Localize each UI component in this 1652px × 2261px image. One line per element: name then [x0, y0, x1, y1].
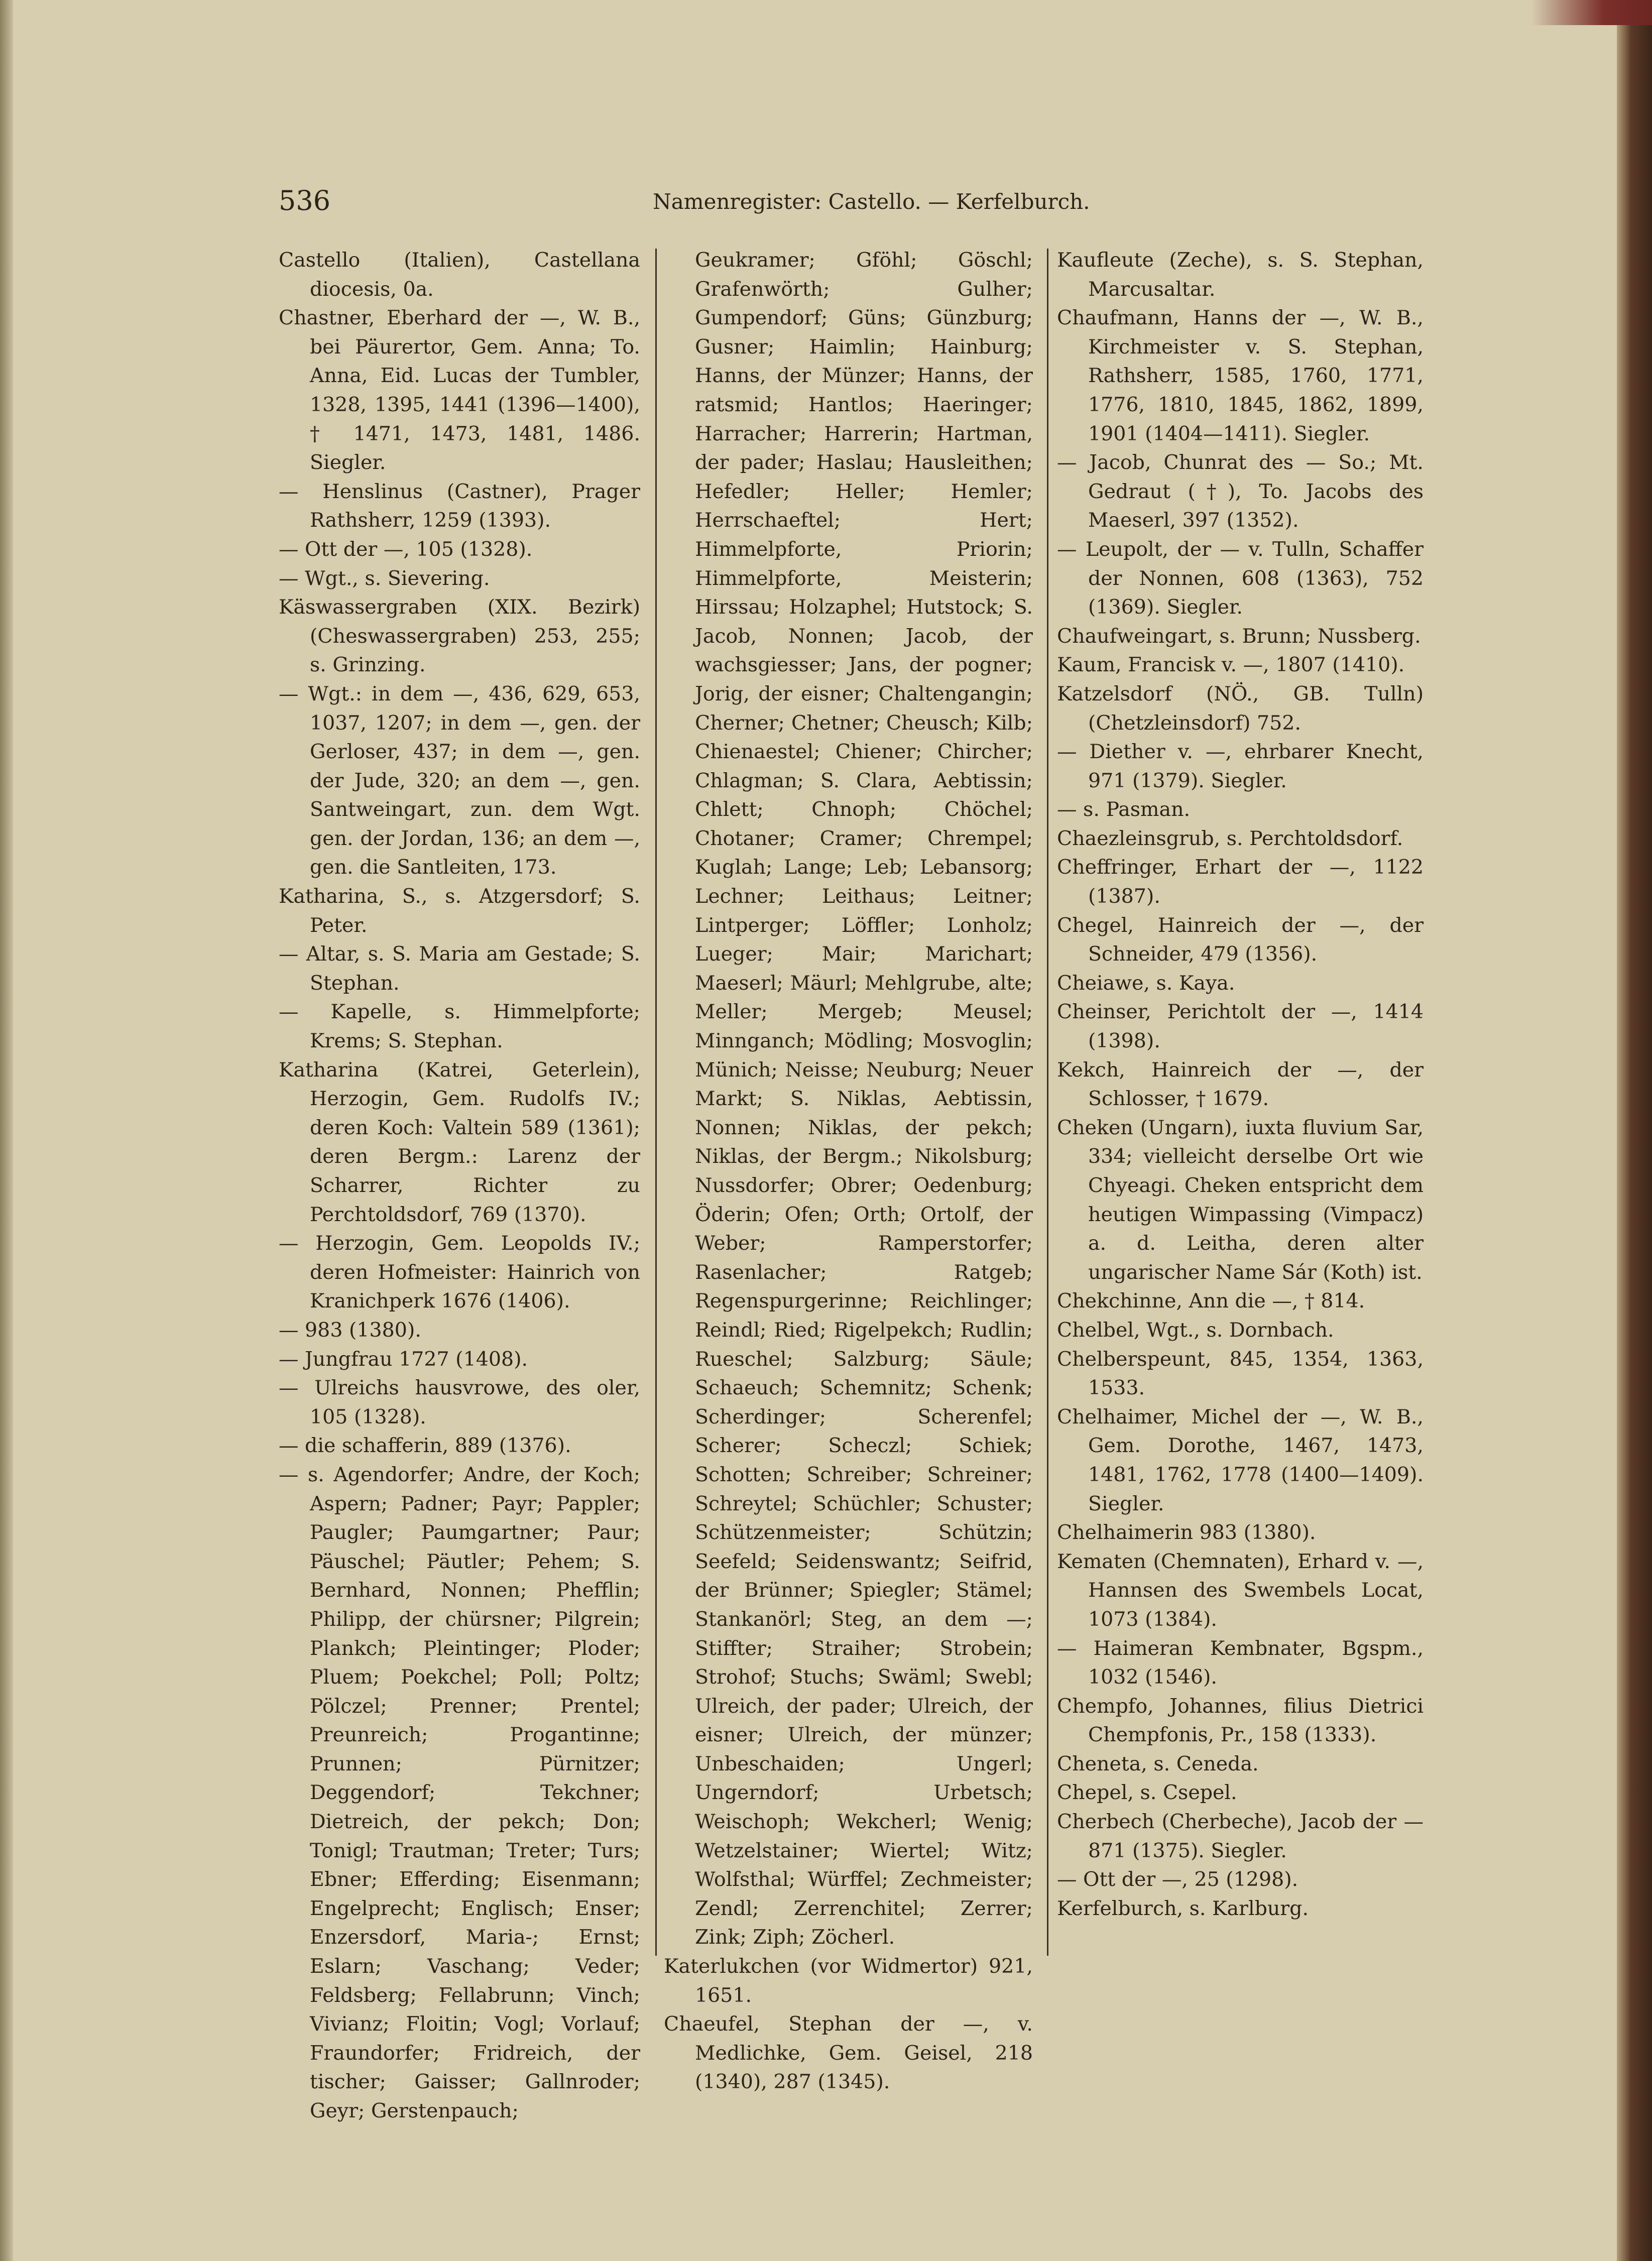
- index-entry: Chastner, Eberhard der —, W. B., bei Päurertor, Gem. Anna; To. Anna, Eid. Lucas der Tumbler, 1328, 1395, 1441 (1396—1400), † 1471, 1473, 1481, 1486. Siegler.: [279, 306, 640, 474]
- index-entry: — Kapelle, s. Himmelpforte; Krems; S. Stephan.: [279, 1000, 640, 1053]
- index-entry: Chegel, Hainreich der —, der Schneider, 479 (1356).: [1057, 913, 1424, 966]
- index-entry: — Herzogin, Gem. Leopolds IV.; deren Hofmeister: Hainrich von Kranichperk 1676 (1406).: [279, 1232, 640, 1313]
- index-entry: — Leupolt, der — v. Tulln, Schaffer der Nonnen, 608 (1363), 752 (1369). Siegler.: [1057, 537, 1424, 619]
- index-entry-continuation: Geukramer; Gföhl; Göschl; Grafenwörth; Gulher; Gumpendorf; Güns; Günzburg; Gusner; Haimlin; Hainburg; Hanns, der Münzer; Hanns, der ratsmid; Hantlos; Haeringer; Harracher; Harrerin; Hartman, der pader; Haslau; Hausleithen; Hefedler; Heller; Hemler; Herrschaeftel; Hert; Himmelpforte, Priorin; Himmelpforte, Meisterin; Hirssau; Holzaphel; Hutstock; S. Jacob, Nonnen; Jacob, der wachsgiesser; Jans, der pogner; Jorig, der eisner; Chaltengangin; Cherner; Chetner; Cheusch; Kilb; Chienaestel; Chiener; Chircher; Chlagman; S. Clara, Aebtissin; Chlett; Chnoph; Chöchel; Chotaner; Cramer; Chrempel; Kuglah; Lange; Leb; Lebansorg; Lechner; Leithaus; Leitner; Lintperger; Löffler; Lonholz; Lueger; Mair; Marichart; Maeserl; Mäurl; Mehlgrube, alte; Meller; Mergeb; Meusel; Minnganch; Mödling; Mosvoglin; Münich; Neisse; Neuburg; Neuer Markt; S. Niklas, Aebtissin, Nonnen; Niklas, der pekch; Niklas, der Bergm.; Nikolsburg; Nussdorfer; Obrer; Oedenburg; Öderin; Ofen; Orth; Ortolf, der Weber; Ramperstorfer; Rasenlacher; Ratgeb; Regenspurgerinne; Reichlinger; Reindl; Ried; Rigelpekch; Rudlin; Rueschel; Salzburg; Säule; Schaeuch; Schemnitz; Schenk; Scherdinger; Scherenfel; Scherer; Scheczl; Schiek; Schotten; Schreiber; Schreiner; Schreytel; Schüchler; Schuster; Schützenmeister; Schützin; Seefeld; Seidenswantz; Seifrid, der Brünner; Spiegler; Stämel; Stankanörl; Steg, an dem —; Stiffter; Straiher; Strobein; Strohof; Stuchs; Swäml; Swebl; Ulreich, der pader; Ulreich, der eisner; Ulreich, der münzer; Unbeschaiden; Ungerl; Ungerndorf; Urbetsch; Weischoph; Wekcherl; Wenig; Wetzelstainer; Wiertel; Witz; Wolfsthal; Würffel; Zechmeister; Zendl; Zerrenchitel; Zerrer; Zink; Ziph; Zöcherl.: [695, 249, 1033, 1949]
- index-entry: Chelhaimerin 983 (1380).: [1057, 1521, 1316, 1544]
- index-column-1: [279, 246, 640, 2126]
- index-entry: Chekchinne, Ann die —, † 814.: [1057, 1289, 1365, 1313]
- index-entry: Cheken (Ungarn), iuxta fluvium Sar, 334; vielleicht derselbe Ort wie Chyeagi. Cheken entspricht dem heutigen Wimpassing (Vimpacz) a. d. Leitha, deren alter ungarischer Name Sár (Koth) ist.: [1057, 1116, 1424, 1284]
- index-entry: — Wgt.: in dem —, 436, 629, 653, 1037, 1207; in dem —, gen. der Gerloser, 437; in dem —, gen. der Jude, 320; an dem —, gen. Santweingart, zun. dem Wgt. gen. der Jordan, 136; an dem —, gen. die Santleiten, 173.: [279, 682, 640, 879]
- index-entry: — die schafferin, 889 (1376).: [279, 1434, 571, 1458]
- index-entry: Chepel, s. Csepel.: [1057, 1781, 1237, 1805]
- index-entry: — 983 (1380).: [279, 1318, 421, 1342]
- column-rule-right: [1047, 249, 1048, 1956]
- index-entry: Cheinser, Perichtolt der —, 1414 (1398).: [1057, 1000, 1424, 1053]
- running-head: Namenregister: Castello. — Kerfelburch.: [653, 189, 1090, 214]
- index-entry: Katzelsdorf (NÖ., GB. Tulln) (Chetzleinsdorf) 752.: [1057, 682, 1424, 735]
- index-entry: Chaufmann, Hanns der —, W. B., Kirchmeister v. S. Stephan, Rathsherr, 1585, 1760, 1771, 1776, 1810, 1845, 1862, 1899, 1901 (1404—1411). Siegler.: [1057, 306, 1424, 445]
- index-entry: Chaezleinsgrub, s. Perchtoldsdorf.: [1057, 826, 1403, 850]
- index-entry: Chempfo, Johannes, filius Dietrici Chempfonis, Pr., 158 (1333).: [1057, 1694, 1424, 1747]
- page-header: [0, 186, 1652, 216]
- book-spine-edge: [1617, 0, 1652, 2261]
- index-entry: — Henslinus (Castner), Prager Rathsherr, 1259 (1393).: [279, 480, 640, 532]
- index-entry: Cheffringer, Erhart der —, 1122 (1387).: [1057, 856, 1424, 908]
- index-entry: — Jacob, Chunrat des — So.; Mt. Gedraut (†), To. Jacobs des Maeserl, 397 (1352).: [1057, 451, 1424, 532]
- index-entry: Chelhaimer, Michel der —, W. B., Gem. Dorothe, 1467, 1473, 1481, 1762, 1778 (1400—1409). Siegler.: [1057, 1405, 1424, 1515]
- index-entry: — s. Agendorfer; Andre, der Koch; Aspern; Padner; Payr; Pappler; Paugler; Paumgartner; Paur; Päuschel; Päutler; Pehem; S. Bernhard, Nonnen; Phefflin; Philipp, der chürsner; Pilgrein; Plankch; Pleintinger; Ploder; Pluem; Poekchel; Poll; Poltz; Pölczel; Prenner; Prentel; Preunreich; Progantinne; Prunnen; Pürnitzer; Deggendorf; Tekchner; Dietreich, der pekch; Don; Tonigl; Trautman; Treter; Turs; Ebner; Efferding; Eisenmann; Engelprecht; Englisch; Enser; Enzersdorf, Maria-; Ernst; Eslarn; Vaschang; Veder; Feldsberg; Fellabrunn; Vinch; Vivianz; Floitin; Vogl; Vorlauf; Fraundorfer; Fridreich, der tischer; Gaisser; Gallnroder; Geyr; Gerstenpauch;: [279, 1463, 640, 2122]
- index-entry: — Diether v. —, ehrbarer Knecht, 971 (1379). Siegler.: [1057, 740, 1424, 792]
- index-entry: Kaufleute (Zeche), s. S. Stephan, Marcusaltar.: [1057, 249, 1424, 301]
- index-entry: Kematen (Chemnaten), Erhard v. —, Hannsen des Swembels Locat, 1073 (1384).: [1057, 1550, 1424, 1631]
- index-entry: Kaum, Francisk v. —, 1807 (1410).: [1057, 653, 1405, 677]
- page-number: 536: [279, 185, 331, 216]
- index-entry: Chelbel, Wgt., s. Dornbach.: [1057, 1318, 1334, 1342]
- index-entry: Katharina, S., s. Atzgersdorf; S. Peter.: [279, 885, 640, 937]
- index-entry: Kerfelburch, s. Karlburg.: [1057, 1896, 1309, 1920]
- index-column-2: [664, 246, 1033, 2097]
- index-entry: — Ott der —, 25 (1298).: [1057, 1868, 1299, 1891]
- index-column-3: [1057, 246, 1424, 1923]
- index-entry: — Altar, s. S. Maria am Gestade; S. Stephan.: [279, 942, 640, 995]
- column-rule-left: [655, 249, 657, 1956]
- index-entry: Käswassergraben (XIX. Bezirk) (Cheswassergraben) 253, 255; s. Grinzing.: [279, 596, 640, 677]
- index-entry: Chaeufel, Stephan der —, v. Medlichke, Gem. Geisel, 218 (1340), 287 (1345).: [664, 2012, 1033, 2094]
- index-entry: Katerlukchen (vor Widmertor) 921, 1651.: [664, 1955, 1033, 2007]
- index-entry: Kekch, Hainreich der —, der Schlosser, † 1679.: [1057, 1058, 1424, 1111]
- index-entry: Chaufweingart, s. Brunn; Nussberg.: [1057, 624, 1421, 648]
- index-entry: — Wgt., s. Sievering.: [279, 566, 490, 590]
- index-entry: — Haimeran Kembnater, Bgspm., 1032 (1546).: [1057, 1636, 1424, 1689]
- index-entry: — Jungfrau 1727 (1408).: [279, 1347, 528, 1371]
- index-entry: Cheiawe, s. Kaya.: [1057, 971, 1235, 995]
- index-entry: Chelberspeunt, 845, 1354, 1363, 1533.: [1057, 1347, 1424, 1400]
- index-entry: — Ott der —, 105 (1328).: [279, 537, 533, 561]
- index-entry: Cheneta, s. Ceneda.: [1057, 1752, 1259, 1775]
- page-left-edge: [0, 0, 13, 2261]
- book-cover-corner: [1531, 0, 1652, 25]
- index-entry: — Ulreichs hausvrowe, des oler, 105 (1328).: [279, 1376, 640, 1429]
- index-entry: Katharina (Katrei, Geterlein), Herzogin, Gem. Rudolfs IV.; deren Koch: Valtein 589 (1361); deren Bergm.: Larenz der Scharrer, Richter zu Perchtoldsdorf, 769 (1370).: [279, 1058, 640, 1226]
- index-entry: Castello (Italien), Castellana diocesis, 0a.: [279, 249, 640, 301]
- index-entry: Cherbech (Cherbeche), Jacob der — 871 (1375). Siegler.: [1057, 1810, 1424, 1862]
- index-entry: — s. Pasman.: [1057, 798, 1191, 821]
